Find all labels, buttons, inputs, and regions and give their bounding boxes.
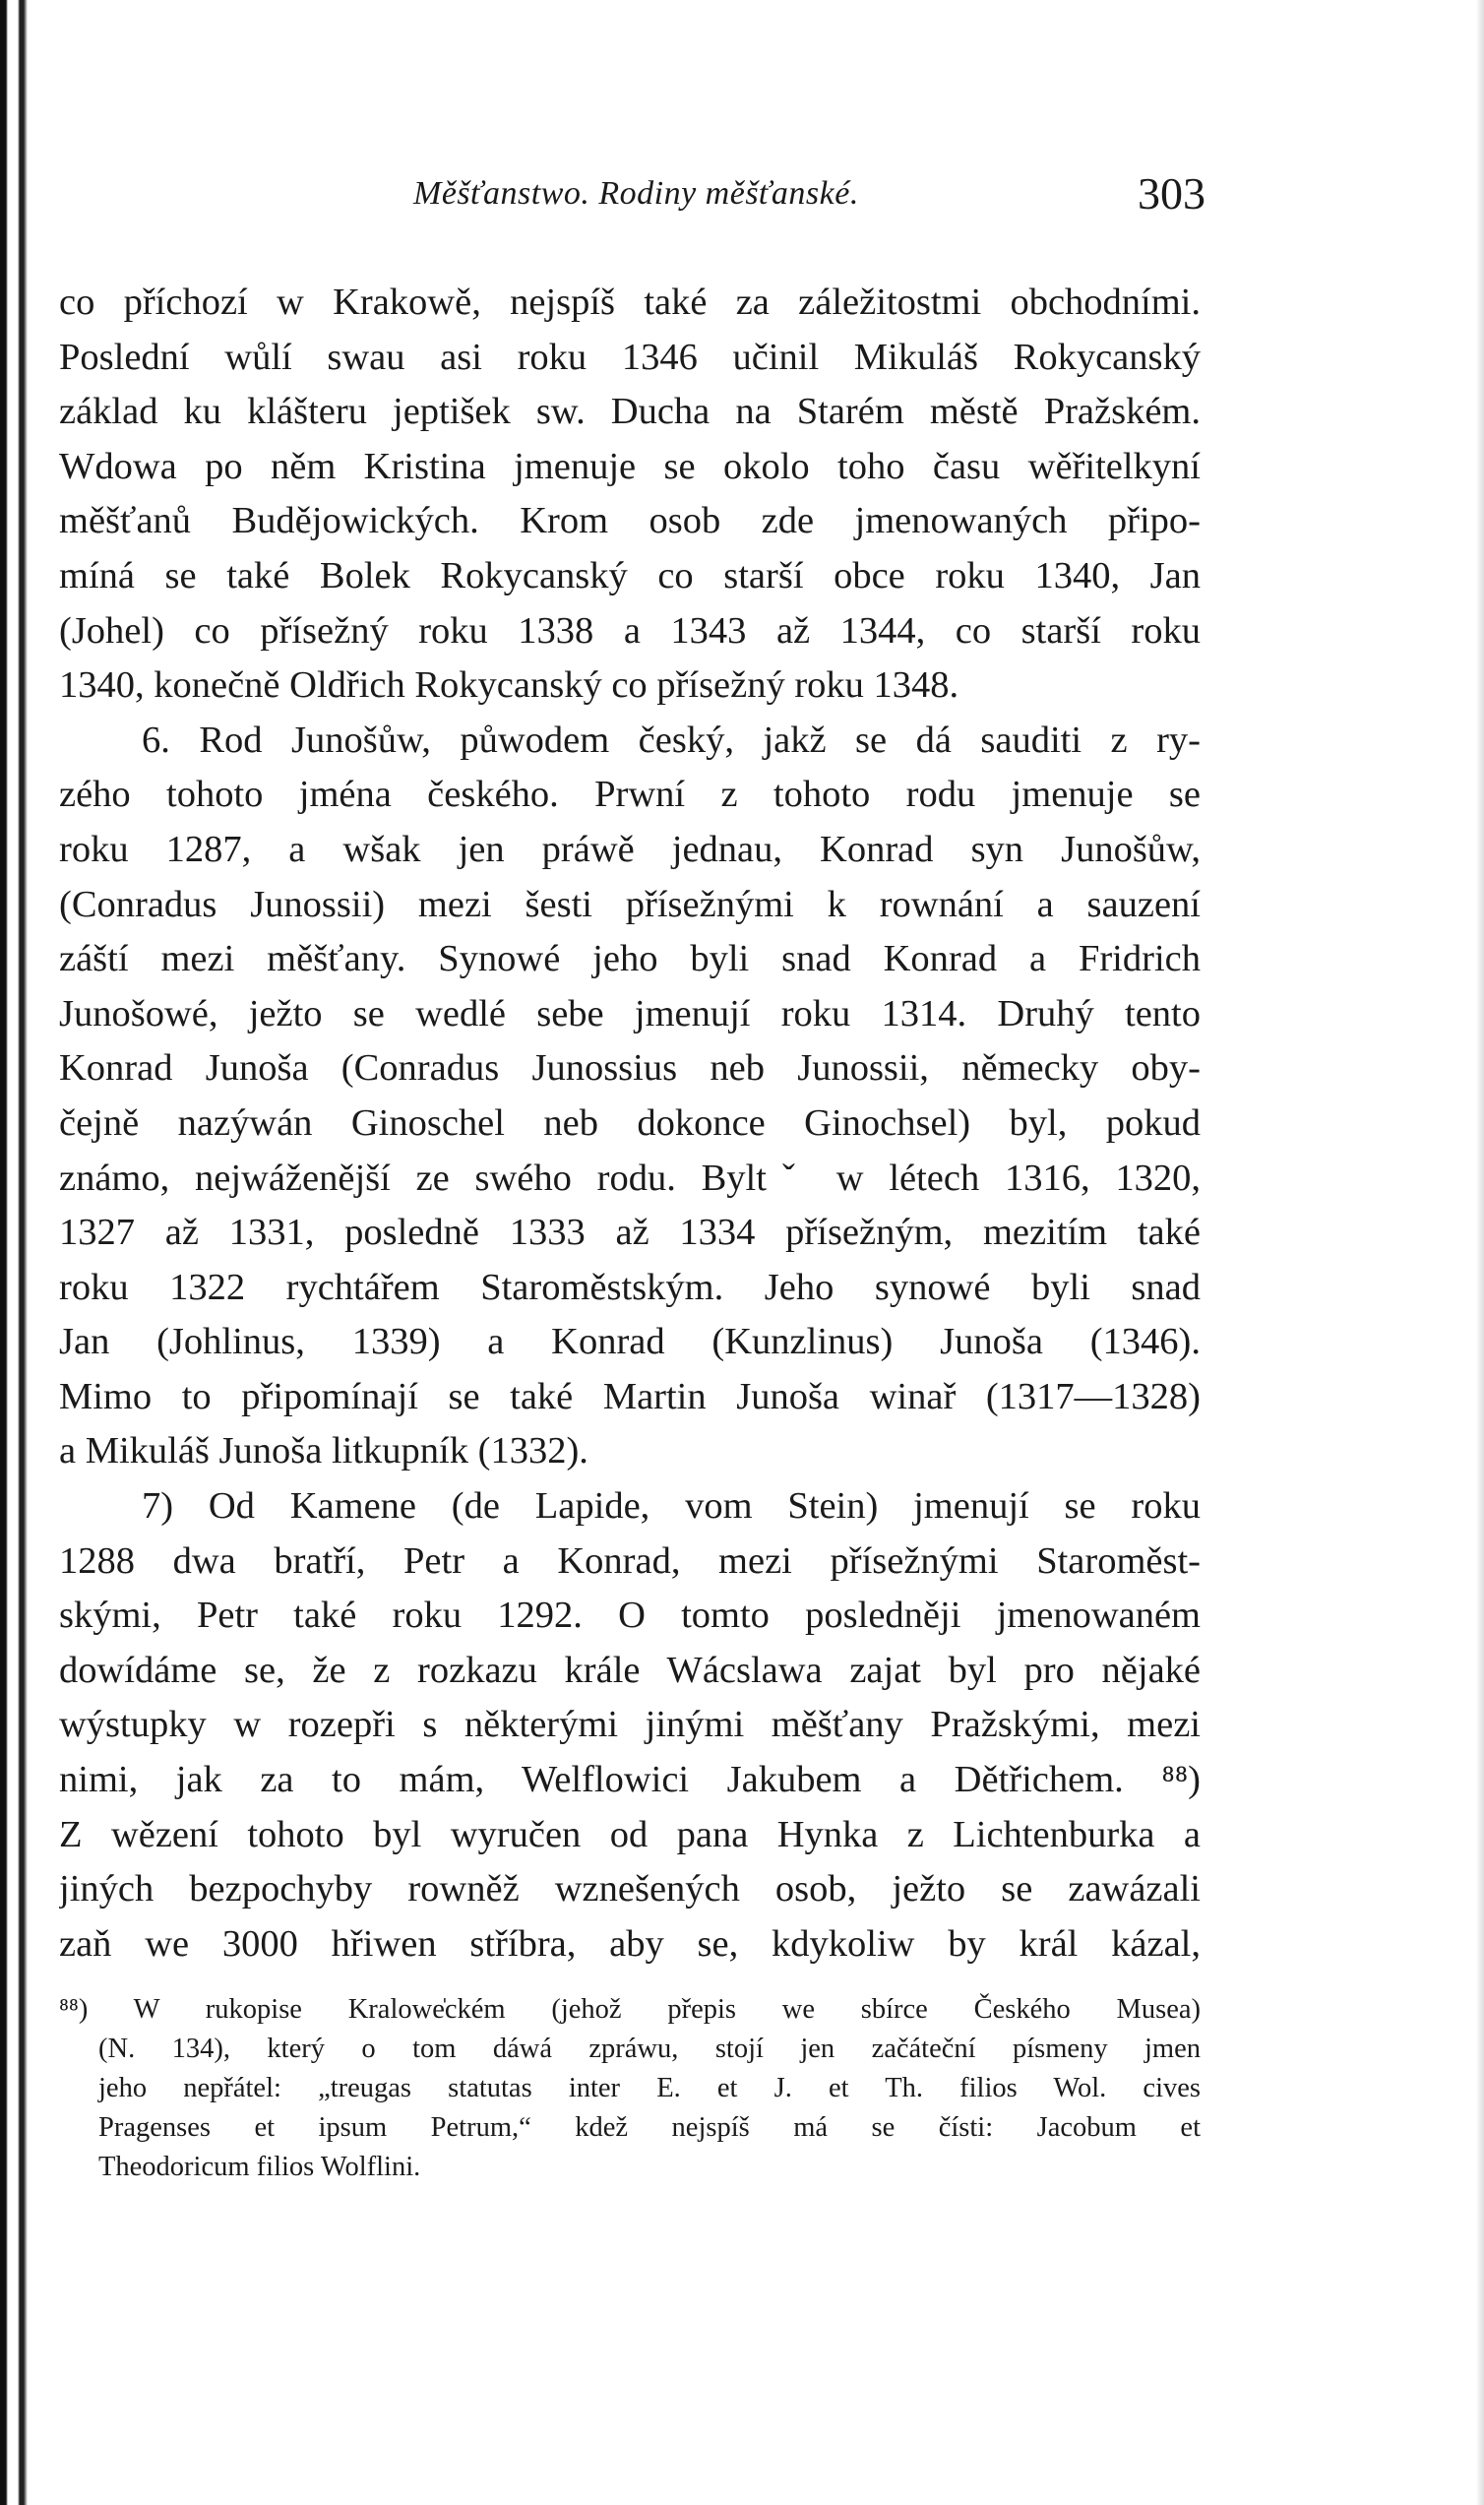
text-line: míná se také Bolek Rokycanský co starší obce roku 1340, Jan	[59, 554, 1201, 596]
scan-right-edge	[1476, 0, 1484, 2505]
footnote-line: (N. 134), který o tom dáwá zpráwu, stojí jen začáteční písmeny jmen	[98, 2034, 1201, 2064]
text-line: roku 1322 rychtářem Staroměstským. Jeho synowé byli snad	[59, 1266, 1201, 1308]
text-line: 7) Od Kamene (de Lapide, vom Stein) jmenují se roku	[142, 1485, 1201, 1528]
footnote-line: jeho nepřátel: „treugas statutas inter E. et J. et Th. filios Wol. cives	[98, 2073, 1201, 2103]
text-line: čejně nazýwán Ginoschel neb dokonce Ginochsel) byl, pokud	[59, 1101, 1201, 1144]
text-line: 1327 až 1331, posledně 1333 až 1334 přísežným, mezitím také	[59, 1212, 1201, 1254]
body-text	[59, 276, 1201, 1972]
text-line: dowídáme se, že z rozkazu krále Wácslawa zajat byl pro nějaké	[59, 1649, 1201, 1691]
page-number: 303	[1138, 168, 1206, 219]
text-line: Mimo to připomínají se také Martin Junoša winař (1317—1328)	[59, 1375, 1201, 1417]
text-line: známo, nejwáženější ze swého rodu. Byltˇ w létech 1316, 1320,	[59, 1157, 1201, 1199]
footnote-line: Theodoricum filios Wolflini.	[98, 2152, 421, 2182]
text-line: záští mezi měšťany. Synowé jeho byli snad Konrad a Fridrich	[59, 938, 1201, 980]
footnote-line: Pragenses et ipsum Petrum,“ kdež nejspíš má se čísti: Jacobum et	[98, 2112, 1201, 2143]
running-head: Měšťanstwo. Rodiny měšťanské.	[413, 175, 859, 212]
text-line: Junošowé, ježto se wedlé sebe jmenují roku 1314. Druhý tento	[59, 992, 1201, 1034]
text-line: jiných bezpochyby rowněž wznešených osob, ježto se zawázali	[59, 1868, 1201, 1910]
text-line: zého tohoto jména českého. Prwní z tohoto rodu jmenuje se	[59, 774, 1201, 816]
text-line: 6. Rod Junošůw, půwodem český, jakž se dá sauditi z ry-	[142, 719, 1201, 761]
text-line: 1340, konečně Oldřich Rokycanský co přísežný roku 1348.	[59, 664, 959, 707]
page-header	[59, 167, 1206, 236]
footnote-line: ⁸⁸) W rukopise Kralowe̍ckém (jehož přepis we sbírce Českého Musea)	[59, 1994, 1201, 2025]
text-line: skými, Petr také roku 1292. O tomto posledněji jmenowaném	[59, 1595, 1201, 1637]
text-line: Wdowa po něm Kristina jmenuje se okolo toho času wěřitelkyní	[59, 445, 1201, 487]
text-line: (Conradus Junossii) mezi šesti přísežnými k rownání a sauzení	[59, 883, 1201, 925]
text-line: základ ku klášteru jeptišek sw. Ducha na Starém městě Pražském.	[59, 391, 1201, 433]
scan-binding-edge	[0, 0, 28, 2505]
text-line: a Mikuláš Junoša litkupník (1332).	[59, 1430, 588, 1472]
text-line: Jan (Johlinus, 1339) a Konrad (Kunzlinus) Junoša (1346).	[59, 1321, 1201, 1363]
text-line: wýstupky w rozepři s některými jinými měšťany Pražskými, mezi	[59, 1704, 1201, 1746]
text-line: (Johel) co přísežný roku 1338 a 1343 až 1344, co starší roku	[59, 609, 1201, 652]
text-line: nimi, jak za to mám, Welflowici Jakubem a Dětřichem. ⁸⁸)	[59, 1759, 1201, 1801]
text-line: Z wězení tohoto byl wyručen od pana Hynka z Lichtenburka a	[59, 1813, 1201, 1855]
text-line: roku 1287, a wšak jen práwě jednau, Konrad syn Junošůw,	[59, 828, 1201, 870]
text-line: co příchozí w Krakowě, nejspíš také za záležitostmi obchodními.	[59, 282, 1201, 323]
text-line: 1288 dwa bratří, Petr a Konrad, mezi přísežnými Staroměst-	[59, 1539, 1201, 1582]
footnote	[59, 1990, 1201, 2187]
text-line: zaň we 3000 hřiwen stříbra, aby se, kdykoliw by král kázal,	[59, 1922, 1201, 1965]
text-line: měšťanů Budějowických. Krom osob zde jmenowaných připo-	[59, 500, 1201, 542]
text-line: Poslední wůlí swau asi roku 1346 učinil Mikuláš Rokycanský	[59, 336, 1201, 378]
book-page	[59, 167, 1206, 1972]
text-line: Konrad Junoša (Conradus Junossius neb Junossii, německy oby-	[59, 1047, 1201, 1090]
